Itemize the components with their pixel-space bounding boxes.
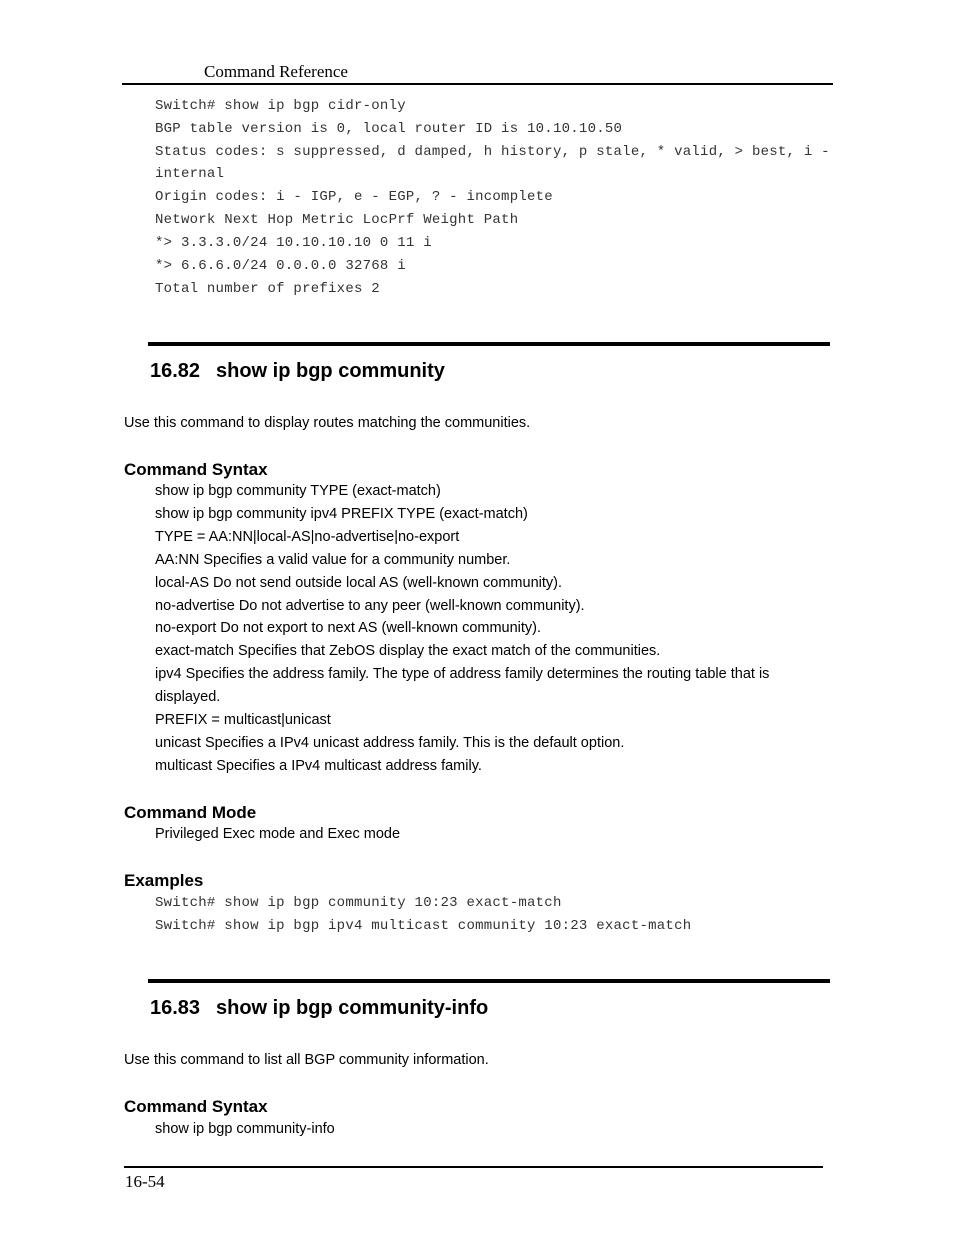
syntax-line: multicast Specifies a IPv4 multicast address family. [155,758,482,774]
syntax-line: unicast Specifies a IPv4 unicast address family. This is the default option. [155,735,625,751]
syntax-line: PREFIX = multicast|unicast [155,712,331,728]
syntax-line: displayed. [155,689,221,705]
code-line: internal [155,166,225,182]
code-line: BGP table version is 0, local router ID is 10.10.10.50 [155,121,623,137]
syntax-heading: Command Syntax [124,460,268,479]
syntax-line: local-AS Do not send outside local AS (well-known community). [155,575,562,591]
section-heading [150,360,445,383]
running-header: Command Reference [204,62,348,81]
section-number: 16.82 [150,360,201,382]
code-line: *> 3.3.3.0/24 10.10.10.10 0 11 i [155,235,432,251]
mode-heading: Command Mode [124,803,257,822]
code-line: Status codes: s suppressed, d damped, h history, p stale, * valid, > best, i - [155,144,830,160]
syntax-line: ipv4 Specifies the address family. The type of address family determines the routing table that is [155,666,770,682]
footer-rule [124,1166,823,1168]
syntax-line: show ip bgp community-info [155,1121,335,1137]
mode-text: Privileged Exec mode and Exec mode [155,826,401,842]
examples-heading: Examples [124,871,204,890]
example-code-line: Switch# show ip bgp ipv4 multicast community 10:23 exact-match [155,918,692,934]
section-title: show ip bgp community [216,360,445,382]
section-rule [148,342,830,346]
syntax-line: exact-match Specifies that ZebOS display the exact match of the communities. [155,643,661,659]
section-title: show ip bgp community-info [216,997,489,1019]
syntax-line: TYPE = AA:NN|local-AS|no-advertise|no-export [155,529,460,545]
code-line: Origin codes: i - IGP, e - EGP, ? - incomplete [155,189,553,205]
syntax-line: no-export Do not export to next AS (well-known community). [155,620,542,636]
code-line: Switch# show ip bgp cidr-only [155,98,406,114]
syntax-heading: Command Syntax [124,1097,268,1116]
header-rule [122,83,833,85]
section-description: Use this command to list all BGP community information. [124,1052,489,1068]
section-description: Use this command to display routes matching the communities. [124,415,531,431]
page-number: 16-54 [125,1172,165,1191]
code-line: *> 6.6.6.0/24 0.0.0.0 32768 i [155,258,406,274]
code-line: Total number of prefixes 2 [155,281,380,297]
section-number: 16.83 [150,997,201,1019]
syntax-line: AA:NN Specifies a valid value for a community number. [155,552,511,568]
syntax-line: show ip bgp community ipv4 PREFIX TYPE (exact-match) [155,506,528,522]
syntax-line: show ip bgp community TYPE (exact-match) [155,483,441,499]
syntax-line: no-advertise Do not advertise to any peer (well-known community). [155,598,585,614]
section-heading [150,997,488,1020]
section-rule [148,979,830,983]
code-line: Network Next Hop Metric LocPrf Weight Path [155,212,519,228]
example-code-line: Switch# show ip bgp community 10:23 exact-match [155,895,562,911]
